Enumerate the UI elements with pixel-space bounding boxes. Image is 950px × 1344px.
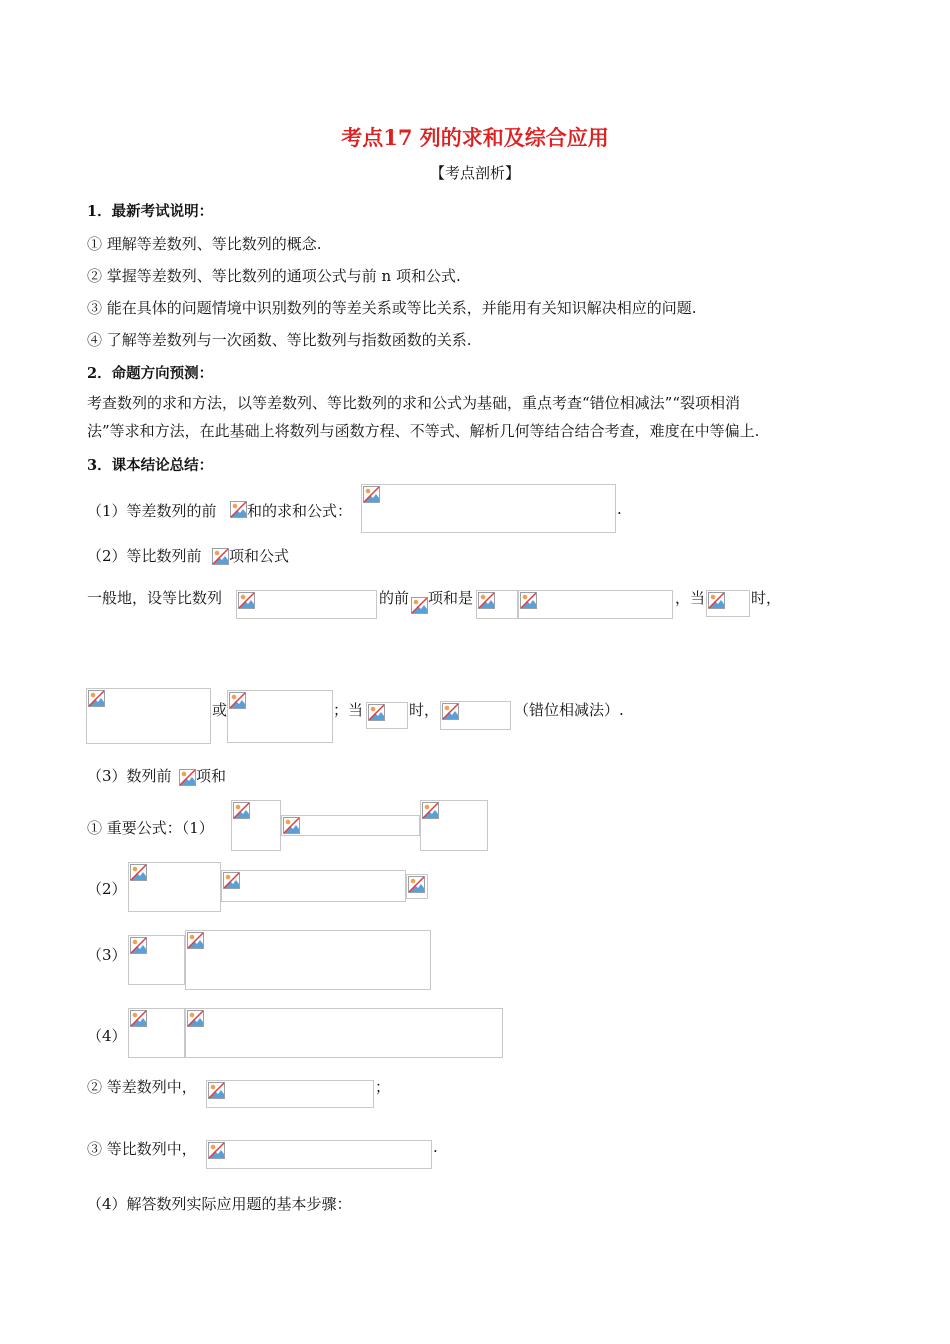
formula-image-icon <box>206 1140 432 1169</box>
formula-image-icon <box>185 1008 503 1058</box>
formula-image-icon <box>206 1080 374 1108</box>
when-text: ；当 <box>333 701 364 719</box>
formula-image-icon <box>366 702 408 729</box>
formula-image-icon <box>86 688 211 744</box>
semicolon-mark: ； <box>375 1078 391 1096</box>
formula-image-icon <box>361 484 616 533</box>
formula-image-icon <box>179 769 196 786</box>
formula-image-icon <box>221 870 406 902</box>
prediction-line-1: 考查数列的求和方法，以等差数列、等比数列的求和公式为基础，重点考查“错位相减法”“裂项相消 <box>87 394 741 412</box>
arith-seq-label: ② 等差数列中， <box>87 1078 197 1096</box>
section3-heading: 3．课本结论总结： <box>87 457 214 474</box>
formula-image-icon <box>236 590 377 619</box>
series-sum-label-b: 项和 <box>196 767 227 785</box>
formula-1-label: ① 重要公式：（1） <box>87 819 214 837</box>
formula-image-icon <box>476 590 518 619</box>
formula-image-icon <box>706 590 750 617</box>
formula-image-icon <box>420 800 488 851</box>
general-text-a: 一般地，设等比数列 <box>87 589 223 607</box>
period-mark: . <box>617 500 622 518</box>
section2-heading: 2．命题方向预测： <box>87 365 214 382</box>
general-text-d: ，当 <box>675 589 706 607</box>
general-text-b: 的前 <box>379 589 410 607</box>
section1-heading: 1．最新考试说明： <box>87 203 214 220</box>
method-note: （错位相减法）. <box>514 701 624 719</box>
series-sum-label-a: （3）数列前 <box>87 767 172 785</box>
exam-item-3: ③ 能在具体的问题情境中识别数列的等差关系或等比关系，并能用有关知识解决相应的问题. <box>87 299 697 317</box>
formula-image-icon <box>281 815 420 836</box>
arith-sum-label-a: （1）等差数列的前 <box>87 502 217 520</box>
prediction-line-2: 法”等求和方法，在此基础上将数列与函数方程、不等式、解析几何等结合结合考查，难度在中等偏上. <box>87 422 760 440</box>
formula-image-icon <box>128 862 221 912</box>
geo-sum-label-b: 项和公式 <box>229 547 290 565</box>
formula-image-icon <box>212 548 229 565</box>
arith-sum-label-b: 和的求和公式： <box>247 502 353 520</box>
formula-2-label: （2） <box>87 880 127 898</box>
geo-seq-label: ③ 等比数列中， <box>87 1140 197 1158</box>
formula-image-icon <box>128 935 185 985</box>
general-text-c: 项和是 <box>428 589 474 607</box>
formula-4-label: （4） <box>87 1027 127 1045</box>
formula-image-icon <box>518 590 673 619</box>
geo-sum-label-a: （2）等比数列前 <box>87 547 202 565</box>
formula-image-icon <box>227 690 333 743</box>
exam-item-1: ① 理解等差数列、等比数列的概念. <box>87 235 322 253</box>
formula-image-icon <box>185 930 431 990</box>
formula-image-icon <box>128 1008 185 1058</box>
formula-3-label: （3） <box>87 946 127 964</box>
or-text: 或 <box>212 701 228 719</box>
formula-image-icon <box>230 501 247 518</box>
steps-heading: （4）解答数列实际应用题的基本步骤： <box>87 1195 352 1213</box>
formula-image-icon <box>406 874 428 899</box>
general-text-e: 时， <box>751 589 782 607</box>
section-subtitle: 【考点剖析】 <box>429 164 520 182</box>
formula-image-icon <box>411 597 428 614</box>
formula-image-icon <box>231 800 281 851</box>
exam-item-2: ② 掌握等差数列、等比数列的通项公式与前 n 项和公式. <box>87 267 461 285</box>
time-text: 时， <box>409 701 440 719</box>
period-mark: . <box>433 1138 438 1156</box>
formula-image-icon <box>440 701 511 730</box>
exam-item-4: ④ 了解等差数列与一次函数、等比数列与指数函数的关系. <box>87 331 472 349</box>
page-title: 考点17 列的求和及综合应用 <box>341 125 609 150</box>
